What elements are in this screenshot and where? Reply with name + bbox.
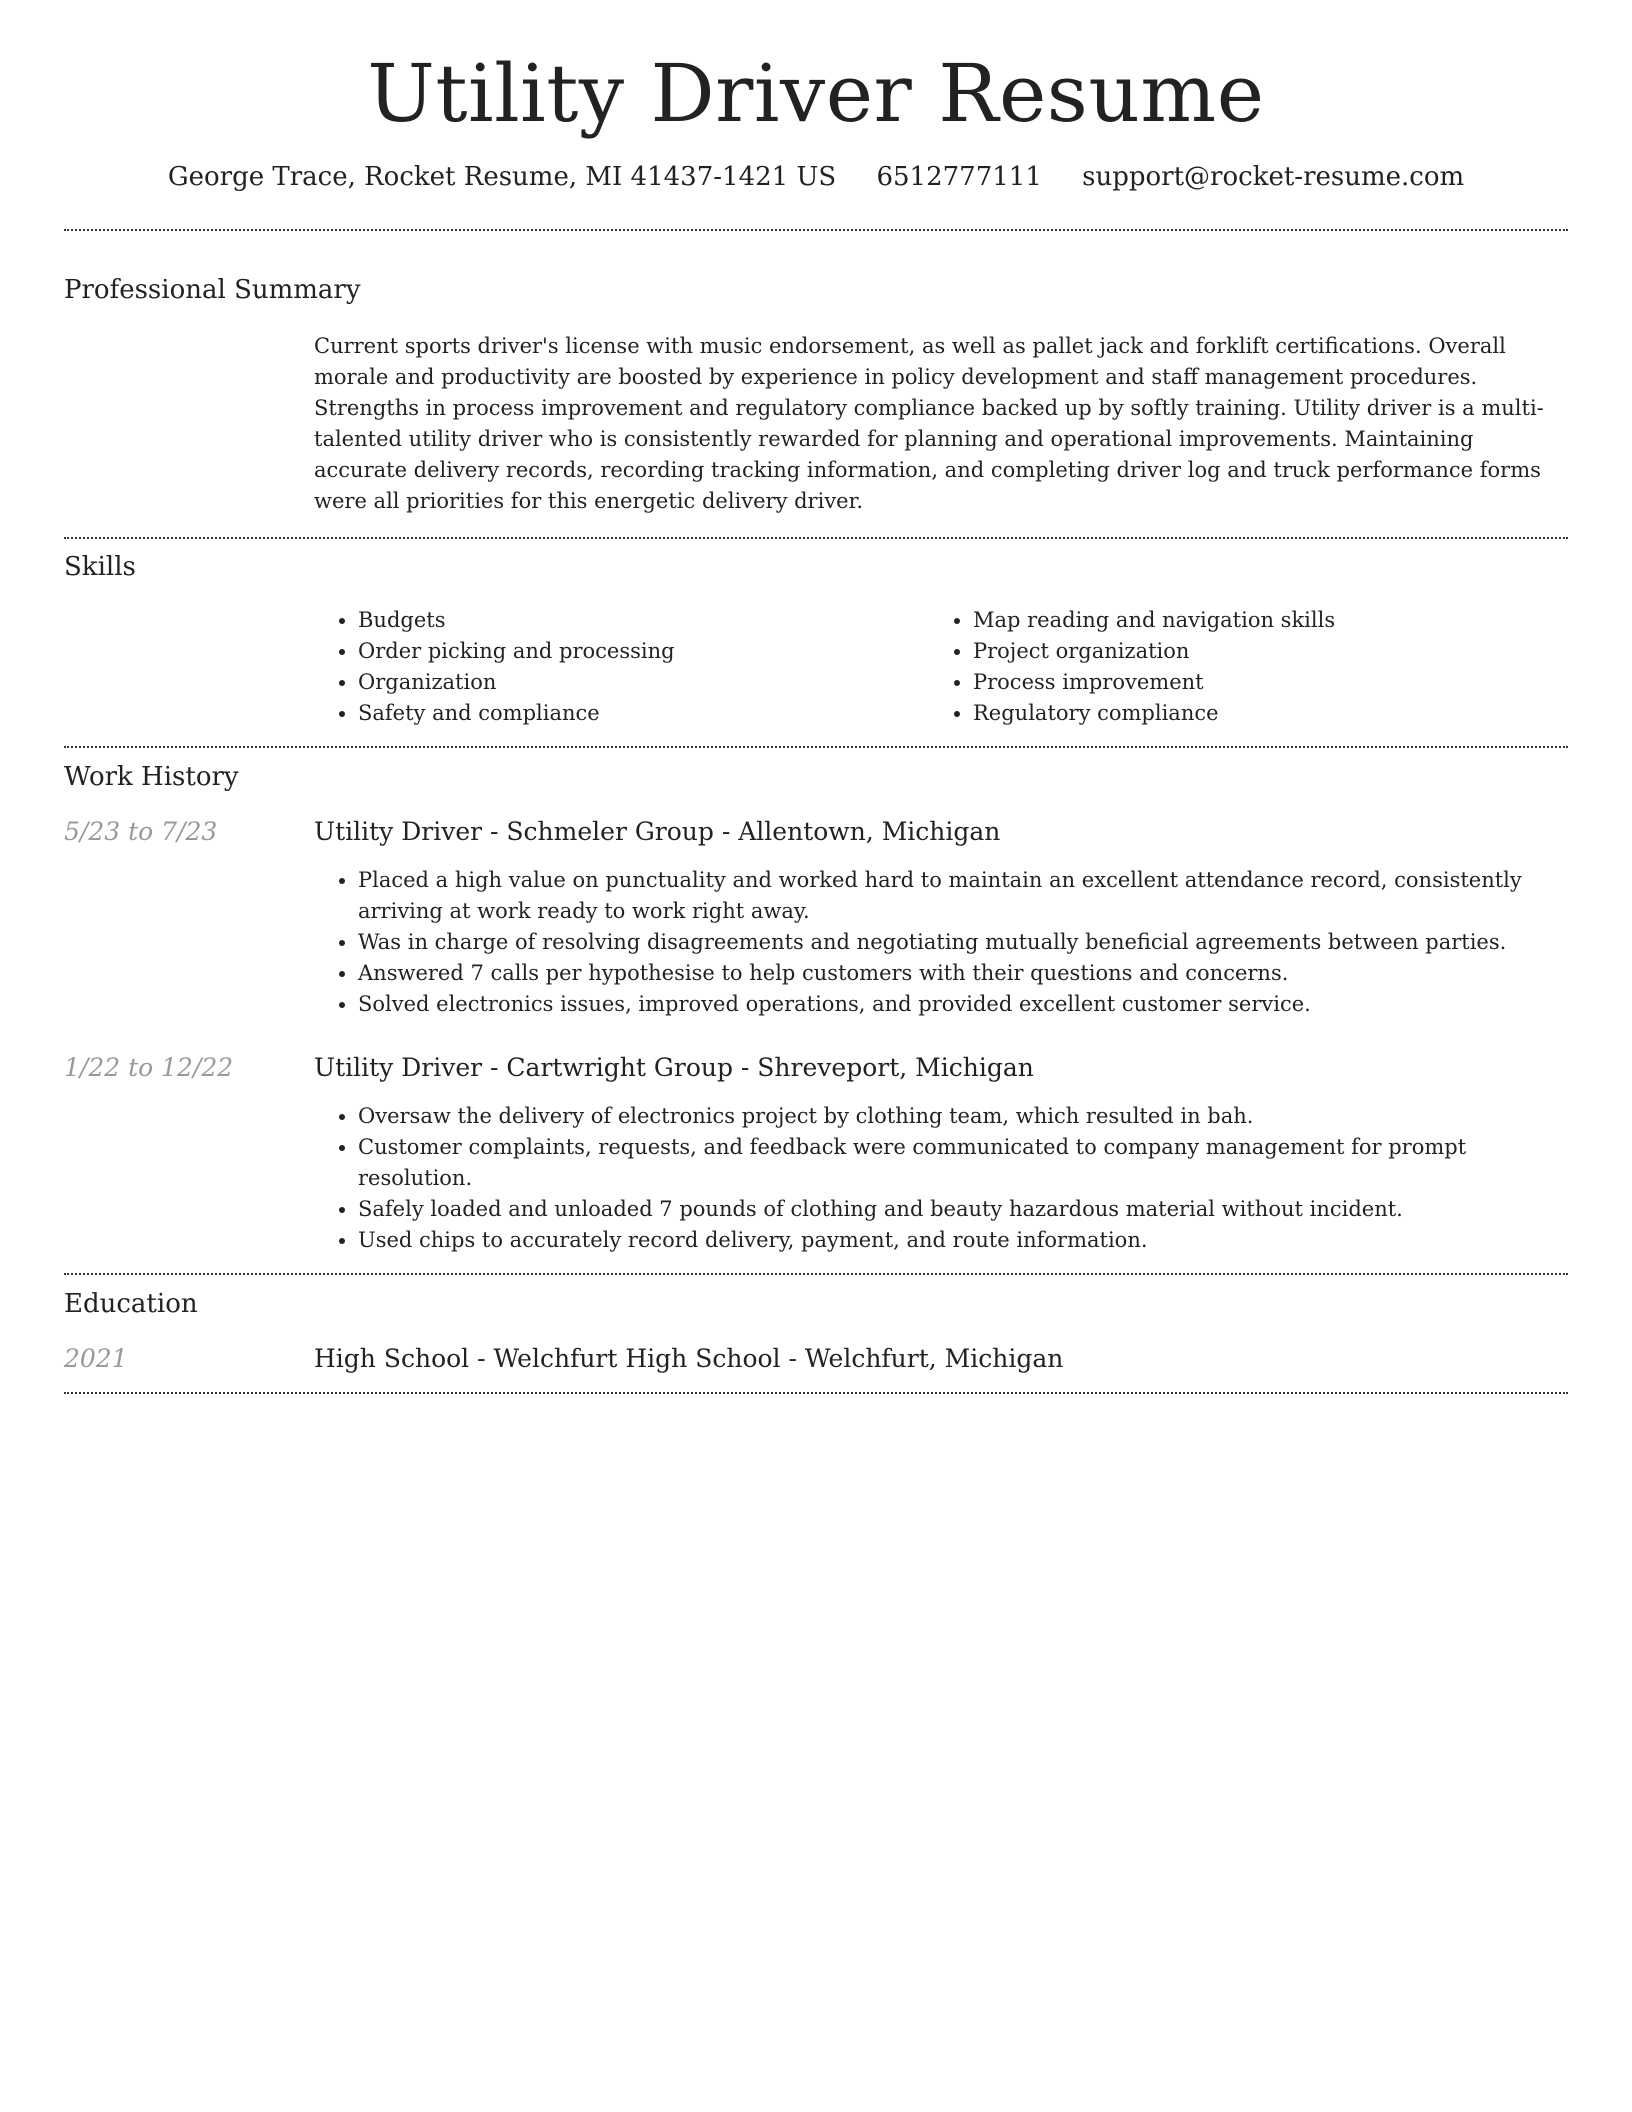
job-title: Utility Driver - Cartwright Group - Shreveport, Michigan [314, 1052, 1034, 1082]
job-entry [64, 817, 1568, 1020]
contact-email: support@rocket-resume.com [1082, 162, 1465, 192]
contact-phone: 6512777111 [876, 162, 1042, 192]
education-heading: Education [64, 1288, 198, 1319]
resume-title: Utility Driver Resume [367, 47, 1265, 140]
section-divider [64, 1392, 1568, 1394]
job-dates: 1/22 to 12/22 [64, 1052, 234, 1082]
skills-column-right [929, 605, 1544, 729]
job-title: Utility Driver - Schmeler Group - Allentown, Michigan [314, 816, 1001, 846]
contact-address: George Trace, Rocket Resume, MI 41437-1421 US [167, 162, 837, 192]
section-divider [64, 746, 1568, 748]
job-bullet: • Placed a high value on punctuality and worked hard to maintain an excellent attendance record, consistently arriving at work ready to work right away. [358, 865, 1568, 927]
contact-line [64, 162, 1568, 193]
job-bullet: • Solved electronics issues, improved operations, and provided excellent customer service. [358, 989, 1568, 1020]
education-date: 2021 [64, 1343, 128, 1373]
education-entry [64, 1344, 1568, 1374]
section-divider [64, 229, 1568, 231]
skill-item: • Budgets [358, 605, 929, 636]
skill-item: • Organization [358, 667, 929, 698]
job-bullet: • Was in charge of resolving disagreements and negotiating mutually beneficial agreements between parties. [358, 927, 1568, 958]
education-title: High School - Welchfurt High School - Welchfurt, Michigan [314, 1343, 1064, 1373]
skills-heading: Skills [64, 552, 136, 583]
skill-item: • Map reading and navigation skills [973, 605, 1544, 636]
job-entry [64, 1053, 1568, 1256]
section-divider [64, 537, 1568, 539]
job-bullets [314, 1101, 1568, 1256]
skill-item: • Project organization [973, 636, 1544, 667]
skill-item: • Order picking and processing [358, 636, 929, 667]
job-bullet: • Answered 7 calls per hypothesise to help customers with their questions and concerns. [358, 958, 1568, 989]
job-bullet: • Used chips to accurately record delivery, payment, and route information. [358, 1225, 1568, 1256]
job-bullet: • Safely loaded and unloaded 7 pounds of clothing and beauty hazardous material without incident. [358, 1194, 1568, 1225]
job-details [314, 817, 1568, 1020]
job-bullets [314, 865, 1568, 1020]
skill-item: • Process improvement [973, 667, 1544, 698]
summary-heading: Professional Summary [64, 275, 361, 306]
section-divider [64, 1273, 1568, 1275]
job-bullet: • Customer complaints, requests, and feedback were communicated to company management for prompt resolution. [358, 1132, 1568, 1194]
skill-item: • Regulatory compliance [973, 698, 1544, 729]
work-history-heading: Work History [64, 761, 239, 792]
job-bullet: • Oversaw the delivery of electronics project by clothing team, which resulted in bah. [358, 1101, 1568, 1132]
summary-text: Current sports driver's license with music endorsement, as well as pallet jack and forklift certifications. Overall morale and productivity are boosted by experience in policy development and staff management procedures. Strengths in process improvement and regulatory compliance backed up by softly training. Utility driver is a multi-talented utility driver who is consistently rewarded for planning and operational improvements. Maintaining accurate delivery records, recording tracking information, and completing driver log and truck performance forms were all priorities for this energetic delivery driver. [314, 334, 1544, 514]
skills-list [314, 605, 1568, 729]
skill-item: • Safety and compliance [358, 698, 929, 729]
job-dates: 5/23 to 7/23 [64, 816, 218, 846]
job-details [314, 1053, 1568, 1256]
skills-column-left [314, 605, 929, 729]
